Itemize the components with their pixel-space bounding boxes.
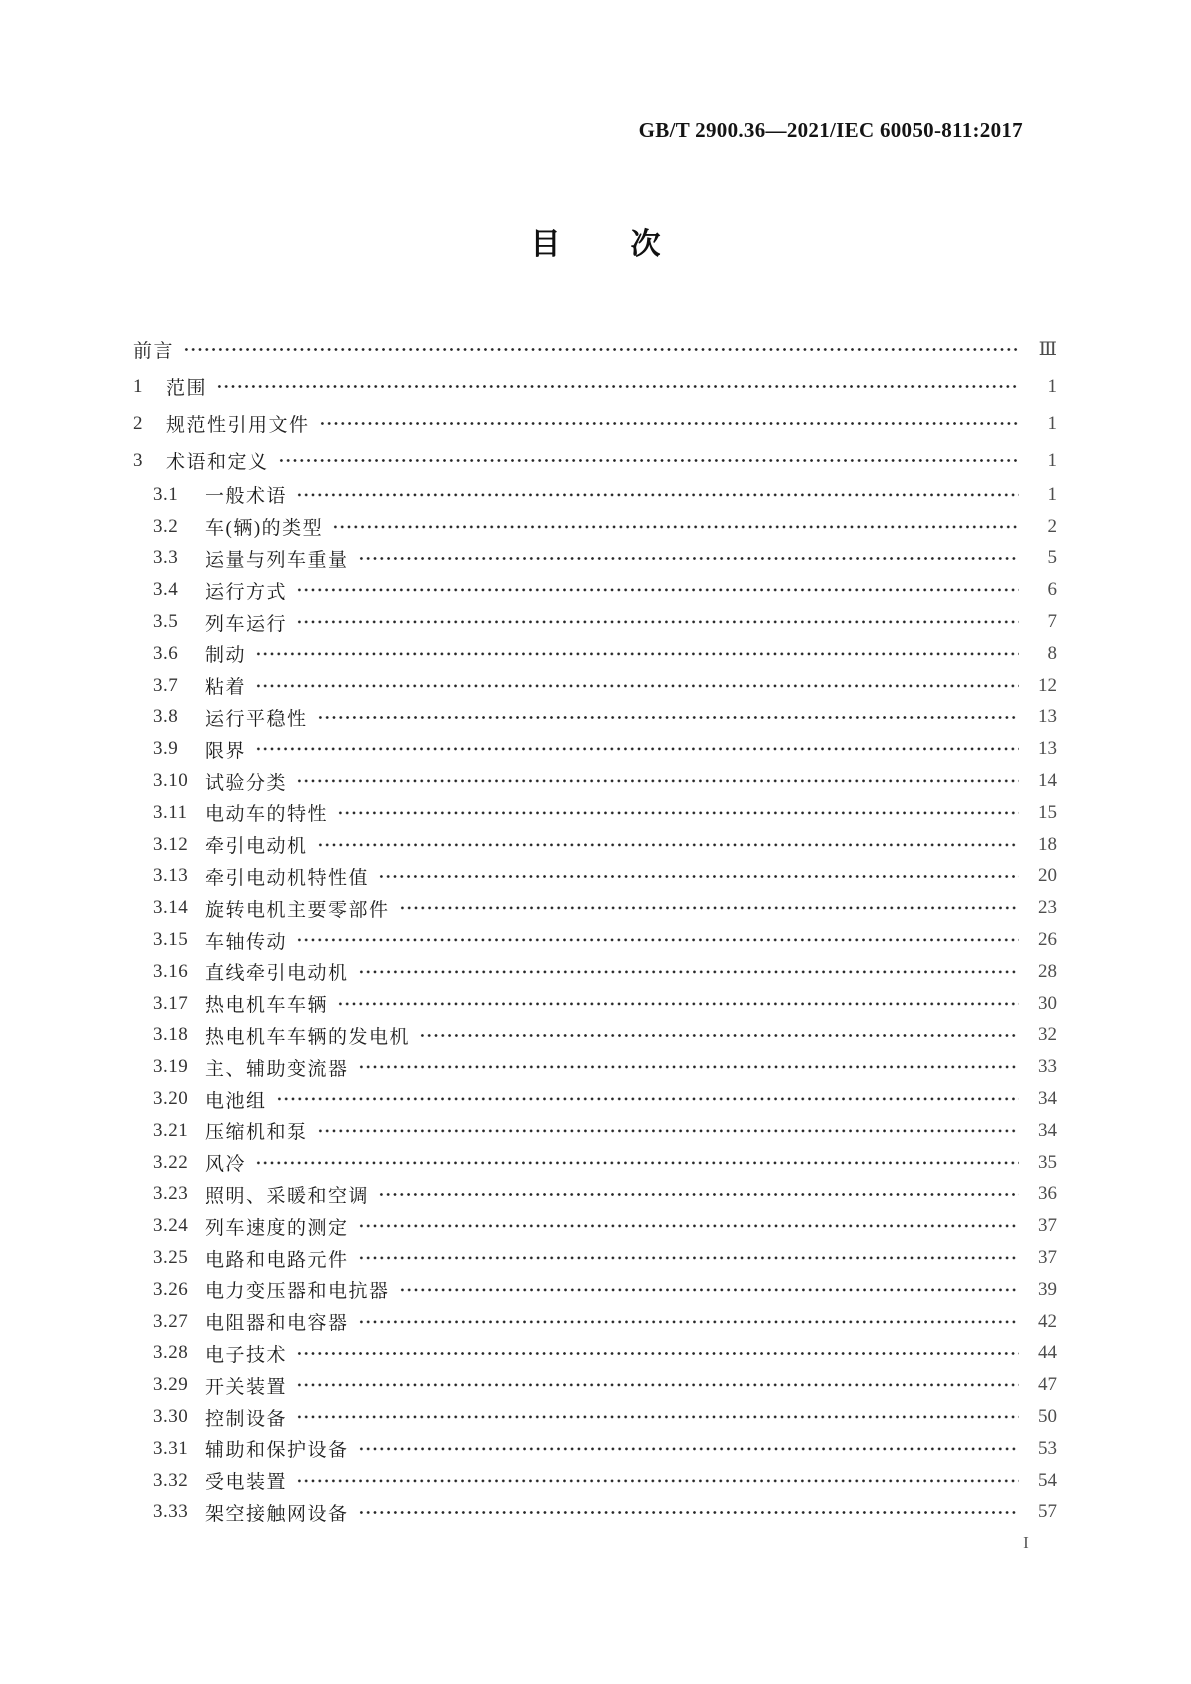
dot-leader: [358, 1242, 1019, 1274]
toc-entry-title: 列车速度的测定: [205, 1217, 349, 1239]
dot-leader: [378, 861, 1019, 893]
toc-entry-page: 6: [1047, 579, 1057, 601]
toc-entry-page: 5: [1047, 547, 1057, 569]
toc-entry: [133, 1274, 1057, 1306]
toc-list: [133, 331, 1057, 1528]
dot-leader: [255, 1147, 1019, 1179]
toc-entry-title: 架空接触网设备: [205, 1503, 349, 1525]
toc-entry-title: 热电机车车辆: [205, 995, 329, 1017]
toc-entry-title: 一般术语: [205, 486, 288, 508]
dot-leader: [296, 1338, 1019, 1370]
dot-leader: [296, 1369, 1019, 1401]
toc-entry-number: 3.20: [153, 1088, 189, 1110]
toc-entry-title: 运行方式: [205, 581, 288, 603]
toc-entry-title: 规范性引用文件: [166, 415, 310, 436]
dot-leader: [378, 1179, 1019, 1211]
toc-entry-title: 运行平稳性: [205, 708, 308, 730]
toc-entry-number: 3.23: [153, 1183, 189, 1205]
toc-entry: [133, 1306, 1057, 1338]
toc-entry-number: 3.22: [153, 1151, 189, 1173]
toc-entry-page: 44: [1038, 1342, 1057, 1364]
toc-entry-number: 3.3: [153, 547, 179, 569]
toc-entry-number: 3.9: [153, 738, 179, 760]
dot-leader: [358, 956, 1019, 988]
toc-entry: [133, 1242, 1057, 1274]
toc-entry-number: 3.33: [153, 1501, 189, 1523]
toc-entry-number: 3.15: [153, 929, 189, 951]
dot-leader: [399, 1274, 1019, 1306]
toc-entry-title: 制动: [205, 645, 247, 667]
toc-entry-page: 1: [1047, 483, 1057, 505]
toc-entry-number: 3.8: [153, 706, 179, 728]
dot-leader: [183, 331, 1019, 368]
toc-entry-page: 37: [1038, 1247, 1057, 1269]
dot-leader: [399, 892, 1019, 924]
toc-entry-number: 3.1: [153, 483, 179, 505]
toc-entry-number: 3.26: [153, 1278, 189, 1300]
toc-entry-title: 开关装置: [205, 1376, 288, 1398]
toc-entry: [133, 765, 1057, 797]
toc-entry-number: 3.4: [153, 579, 179, 601]
toc-entry: [133, 924, 1057, 956]
dot-leader: [255, 670, 1019, 702]
toc-entry-title: 电路和电路元件: [205, 1249, 349, 1271]
toc-entry-title: 电阻器和电容器: [205, 1313, 349, 1335]
toc-entry-page: 28: [1038, 960, 1057, 982]
toc-entry-title: 牵引电动机特性值: [205, 867, 370, 889]
toc-entry-number: 3.2: [153, 515, 179, 537]
toc-entry-number: 3.10: [153, 770, 189, 792]
toc-entry-number: 3.12: [153, 833, 189, 855]
toc-entry-page: 32: [1038, 1024, 1057, 1046]
toc-entry: [133, 702, 1057, 734]
dot-leader: [332, 511, 1019, 543]
toc-entry-title: 运量与列车重量: [205, 549, 349, 571]
toc-entry-title: 术语和定义: [166, 452, 269, 473]
toc-entry-title: 列车运行: [205, 613, 288, 635]
toc-entry-page: 13: [1038, 706, 1057, 728]
toc-entry: [133, 1179, 1057, 1211]
standard-number-header: GB/T 2900.36—2021/IEC 60050-811:2017: [638, 118, 1023, 142]
toc-entry-number: 3.21: [153, 1119, 189, 1141]
toc-entry: [133, 368, 1057, 405]
toc-entry-page: 53: [1038, 1437, 1057, 1459]
toc-entry: [133, 1083, 1057, 1115]
toc-entry-page: 57: [1038, 1501, 1057, 1523]
toc-entry: [133, 511, 1057, 543]
toc-entry-page: 34: [1038, 1088, 1057, 1110]
toc-entry: [133, 574, 1057, 606]
toc-entry-number: 3.19: [153, 1056, 189, 1078]
toc-entry: [133, 892, 1057, 924]
toc-entry-title: 车轴传动: [205, 931, 288, 953]
dot-leader: [255, 733, 1019, 765]
toc-entry-number: 3.5: [153, 611, 179, 633]
toc-entry-page: 54: [1038, 1469, 1057, 1491]
toc-entry-title: 旋转电机主要零部件: [205, 899, 390, 921]
toc-entry-title: 辅助和保护设备: [205, 1440, 349, 1462]
dot-leader: [358, 1306, 1019, 1338]
toc-entry-page: 20: [1038, 865, 1057, 887]
toc-entry-title: 限界: [205, 740, 247, 762]
toc-entry-page: 23: [1038, 897, 1057, 919]
toc-entry-number: 2: [133, 412, 143, 434]
dot-leader: [278, 442, 1019, 479]
toc-entry: [133, 797, 1057, 829]
dot-leader: [317, 829, 1019, 861]
toc-entry: [133, 1051, 1057, 1083]
toc-entry: [133, 638, 1057, 670]
toc-entry-number: 3.24: [153, 1215, 189, 1237]
toc-entry-number: 3.7: [153, 674, 179, 696]
page-number-footer: I: [1023, 1533, 1029, 1552]
toc-entry: [133, 1433, 1057, 1465]
toc-entry-number: 3.16: [153, 960, 189, 982]
toc-entry-page: 42: [1038, 1310, 1057, 1332]
toc-entry-page: 30: [1038, 992, 1057, 1014]
toc-entry: [133, 829, 1057, 861]
toc-entry: [133, 442, 1057, 479]
toc-entry-page: 50: [1038, 1406, 1057, 1427]
toc-entry-title: 控制设备: [205, 1408, 288, 1430]
toc-entry-number: 3: [133, 449, 143, 471]
toc-entry-number: 3.32: [153, 1469, 189, 1491]
toc-entry-number: 3.11: [153, 801, 188, 823]
dot-leader: [358, 543, 1019, 575]
dot-leader: [255, 638, 1019, 670]
toc-entry: [133, 1147, 1057, 1179]
toc-entry-number: 3.29: [153, 1374, 189, 1396]
dot-leader: [419, 1020, 1019, 1052]
toc-entry-page: 34: [1038, 1119, 1057, 1141]
toc-entry-page: 14: [1038, 770, 1057, 792]
toc-entry-number: 3.27: [153, 1310, 189, 1332]
toc-entry-title: 电动车的特性: [205, 804, 329, 826]
toc-entry: [133, 405, 1057, 442]
toc-entry-title: 电子技术: [205, 1344, 288, 1366]
toc-entry-page: 47: [1038, 1374, 1057, 1396]
toc-entry-number: 1: [133, 375, 143, 397]
toc-entry-title: 照明、采暖和空调: [205, 1185, 370, 1207]
dot-leader: [296, 924, 1019, 956]
dot-leader: [296, 479, 1019, 511]
toc-entry: [133, 1497, 1057, 1529]
toc-entry-page: 13: [1038, 738, 1057, 760]
toc-entry-page: 35: [1038, 1151, 1057, 1173]
toc-entry-page: 39: [1038, 1278, 1057, 1300]
toc-entry-number: 3.6: [153, 642, 179, 664]
toc-entry: [133, 1210, 1057, 1242]
toc-entry-page: 2: [1047, 515, 1057, 537]
toc-entry: [133, 861, 1057, 893]
dot-leader: [296, 1465, 1019, 1497]
toc-entry-page: Ⅲ: [1038, 339, 1057, 360]
toc-entry: [133, 1020, 1057, 1052]
dot-leader: [317, 702, 1019, 734]
dot-leader: [296, 765, 1019, 797]
toc-entry-page: 18: [1038, 833, 1057, 855]
toc-entry-page: 33: [1038, 1056, 1057, 1078]
toc-entry-page: 36: [1038, 1183, 1057, 1205]
toc-entry-page: 26: [1038, 929, 1057, 951]
toc-entry: [133, 543, 1057, 575]
toc-entry-page: 7: [1047, 611, 1057, 633]
toc-entry-number: 3.25: [153, 1247, 189, 1269]
toc-entry-page: 15: [1038, 801, 1057, 823]
toc-entry-title: 试验分类: [205, 772, 288, 794]
toc-entry-title: 直线牵引电动机: [205, 963, 349, 985]
toc-entry-page: 37: [1038, 1215, 1057, 1237]
toc-entry: [133, 606, 1057, 638]
toc-entry-title: 车(辆)的类型: [205, 518, 324, 540]
dot-leader: [296, 574, 1019, 606]
toc-entry-page: 1: [1047, 375, 1057, 397]
toc-entry-number: 3.31: [153, 1437, 189, 1459]
toc-entry-page: 1: [1047, 449, 1057, 471]
dot-leader: [358, 1433, 1019, 1465]
toc-entry: [133, 956, 1057, 988]
toc-entry-number: 3.28: [153, 1342, 189, 1364]
page-title: 目次: [530, 228, 731, 261]
toc-entry-title: 受电装置: [205, 1472, 288, 1494]
dot-leader: [337, 988, 1019, 1020]
dot-leader: [358, 1051, 1019, 1083]
toc-entry-title: 压缩机和泵: [205, 1122, 308, 1144]
toc-entry-number: 3.30: [153, 1406, 189, 1427]
toc-entry-title: 前言: [133, 341, 175, 362]
toc-entry-title: 电力变压器和电抗器: [205, 1281, 390, 1303]
toc-entry-title: 粘着: [205, 677, 247, 699]
toc-entry-number: 3.13: [153, 865, 189, 887]
toc-entry: [133, 1338, 1057, 1370]
toc-entry: [133, 988, 1057, 1020]
toc-entry-title: 风冷: [205, 1154, 247, 1176]
dot-leader: [216, 368, 1019, 405]
dot-leader: [296, 1401, 1019, 1433]
dot-leader: [358, 1497, 1019, 1529]
toc-entry-page: 12: [1038, 674, 1057, 696]
dot-leader: [276, 1083, 1019, 1115]
dot-leader: [296, 606, 1019, 638]
toc-entry: [133, 1465, 1057, 1497]
toc-entry-title: 范围: [166, 378, 208, 399]
dot-leader: [358, 1210, 1019, 1242]
toc-entry: [133, 1115, 1057, 1147]
toc-entry: [133, 1369, 1057, 1401]
toc-entry: [133, 331, 1057, 368]
toc-entry-title: 主、辅助变流器: [205, 1058, 349, 1080]
toc-entry-number: 3.14: [153, 897, 189, 919]
toc-entry-title: 电池组: [205, 1090, 267, 1112]
toc-entry: [133, 670, 1057, 702]
dot-leader: [319, 405, 1019, 442]
toc-entry-page: 1: [1047, 412, 1057, 434]
toc-entry-number: 3.18: [153, 1024, 189, 1046]
toc-entry: [133, 479, 1057, 511]
toc-entry: [133, 733, 1057, 765]
toc-entry-number: 3.17: [153, 992, 189, 1014]
toc-entry-title: 牵引电动机: [205, 836, 308, 858]
toc-entry: [133, 1401, 1057, 1433]
dot-leader: [337, 797, 1019, 829]
dot-leader: [317, 1115, 1019, 1147]
toc-entry-title: 热电机车车辆的发电机: [205, 1026, 411, 1048]
toc-entry-page: 8: [1047, 642, 1057, 664]
